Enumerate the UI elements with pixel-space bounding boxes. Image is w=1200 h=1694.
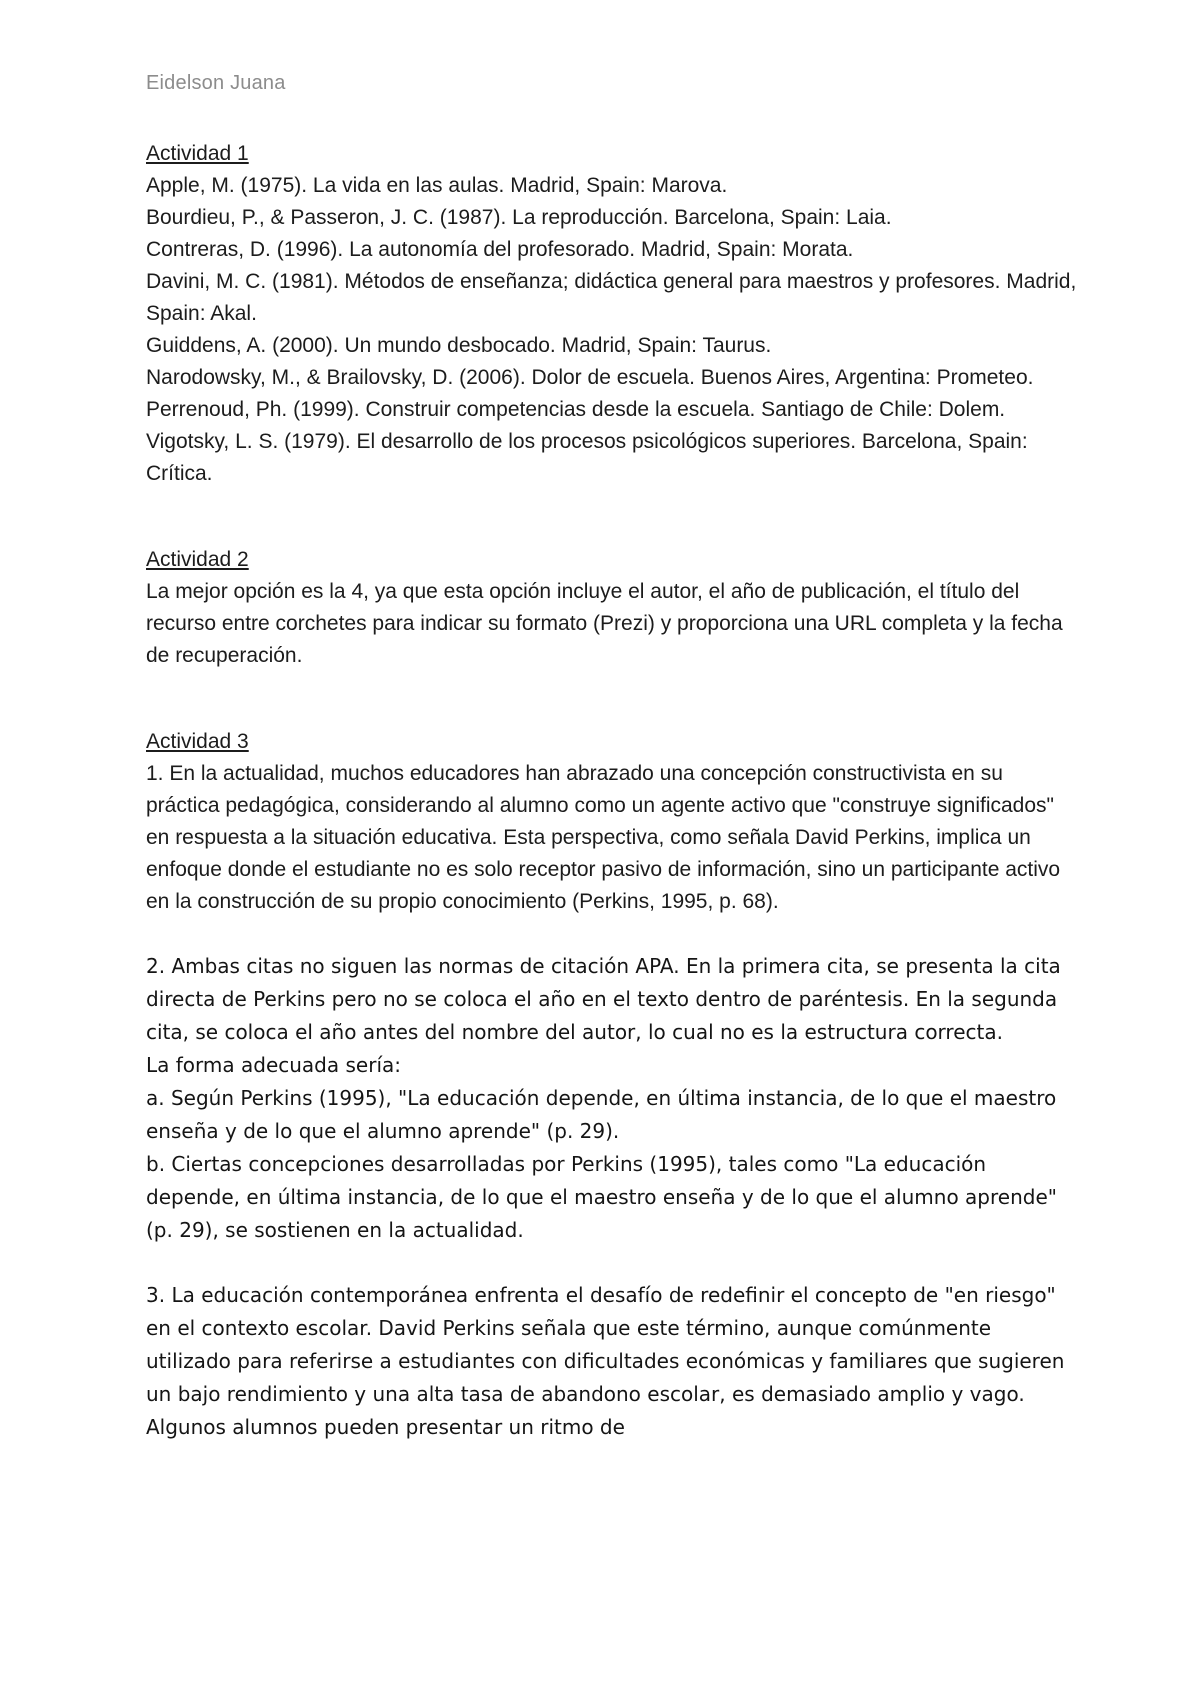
actividad-3-item-2: 2. Ambas citas no siguen las normas de citación APA. En la primera cita, se presenta la cita directa de Perkins pero no se coloca el año en el texto dentro de paréntesis. En la segunda cita, se coloca el año antes del nombre del autor, lo cual no es la estructura correcta. bbox=[146, 954, 1061, 1044]
actividad-1-heading: Actividad 1 bbox=[146, 142, 249, 165]
actividad-3-item-1: 1. En la actualidad, muchos educadores han abrazado una concepción constructivista en su práctica pedagógica, considerando al alumno como un agente activo que "construye significados" en respuesta a la situación educativa. Esta perspectiva, como señala David Perkins, implica un enfoque donde el estudiante no es solo receptor pasivo de información, sino un participante activo en la construcción de su propio conocimiento (Perkins, 1995, p. 68). bbox=[146, 762, 1061, 913]
actividad-3-item-2-intro: La forma adecuada sería: bbox=[146, 1053, 401, 1077]
actividad-3-heading: Actividad 3 bbox=[146, 730, 249, 753]
reference-entry: Apple, M. (1975). La vida en las aulas. Madrid, Spain: Marova. bbox=[146, 174, 728, 197]
reference-entry: Davini, M. C. (1981). Métodos de enseñanza; didáctica general para maestros y profesores. Madrid, Spain: Akal. bbox=[146, 270, 1077, 325]
spacer bbox=[146, 1247, 1080, 1279]
actividad-3-item-3: 3. La educación contemporánea enfrenta el desafío de redefinir el concepto de "en riesgo" en el contexto escolar. David Perkins señala que este término, aunque comúnmente utilizado para referirse a estudiantes con dificultades económicas y familiares que sugieren un bajo rendimiento y una alta tasa de abandono escolar, es demasiado amplio y vago. Algunos alumnos pueden presentar un ritmo de bbox=[146, 1283, 1065, 1439]
reference-entry: Perrenoud, Ph. (1999). Construir competencias desde la escuela. Santiago de Chile: Dolem. bbox=[146, 398, 1006, 421]
reference-entry: Bourdieu, P., & Passeron, J. C. (1987). La reproducción. Barcelona, Spain: Laia. bbox=[146, 206, 892, 229]
spacer bbox=[146, 694, 1080, 726]
spacer bbox=[146, 512, 1080, 544]
actividad-2-heading: Actividad 2 bbox=[146, 548, 249, 571]
reference-entry: Vigotsky, L. S. (1979). El desarrollo de los procesos psicológicos superiores. Barcelona, Spain: Crítica. bbox=[146, 430, 1028, 485]
reference-entry: Narodowsky, M., & Brailovsky, D. (2006). Dolor de escuela. Buenos Aires, Argentina: Prometeo. bbox=[146, 366, 1034, 389]
actividad-3-item-2-block bbox=[146, 950, 1080, 1444]
actividad-3-section bbox=[146, 726, 1080, 1444]
actividad-2-answer: La mejor opción es la 4, ya que esta opción incluye el autor, el año de publicación, el título del recurso entre corchetes para indicar su formato (Prezi) y proporciona una URL completa y la fecha de recuperación. bbox=[146, 580, 1063, 667]
reference-entry: Guiddens, A. (2000). Un mundo desbocado. Madrid, Spain: Taurus. bbox=[146, 334, 772, 357]
reference-entry: Contreras, D. (1996). La autonomía del profesorado. Madrid, Spain: Morata. bbox=[146, 238, 854, 261]
actividad-2-section bbox=[146, 544, 1080, 672]
actividad-3-item-2-b: b. Ciertas concepciones desarrolladas por Perkins (1995), tales como "La educación depende, en última instancia, de lo que el maestro enseña y de lo que el alumno aprende" (p. 29), se sostienen en la actualidad. bbox=[146, 1152, 1057, 1242]
actividad-1-section bbox=[146, 138, 1080, 490]
actividad-3-item-2-a: a. Según Perkins (1995), "La educación depende, en última instancia, de lo que el maestro enseña y de lo que el alumno aprende" (p. 29). bbox=[146, 1086, 1057, 1143]
author-header: Eidelson Juana bbox=[146, 72, 286, 94]
spacer bbox=[146, 918, 1080, 950]
